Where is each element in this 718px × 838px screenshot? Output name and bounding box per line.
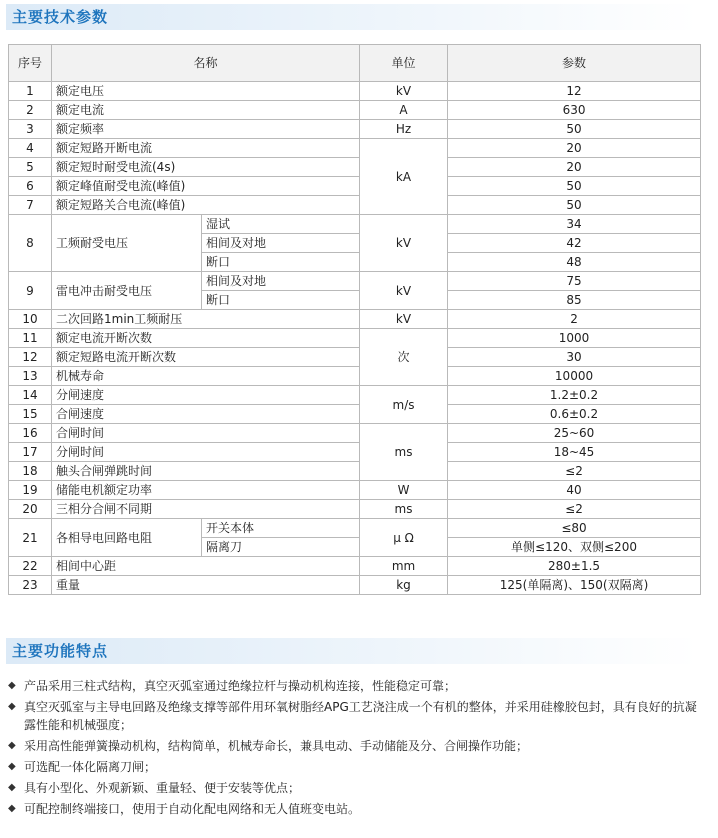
row-no: 9 (9, 272, 52, 310)
row-name: 额定峰值耐受电流(峰值) (52, 177, 360, 196)
row-no: 14 (9, 386, 52, 405)
row-no: 8 (9, 215, 52, 272)
row-value: 50 (448, 177, 701, 196)
table-row (9, 367, 701, 386)
row-no: 19 (9, 481, 52, 500)
table-row (9, 329, 701, 348)
row-unit: W (360, 481, 448, 500)
row-name: 额定短路关合电流(峰值) (52, 196, 360, 215)
row-name: 分闸时间 (52, 443, 360, 462)
row-name: 三相分合闸不同期 (52, 500, 360, 519)
section-header-features (6, 638, 698, 664)
list-item (8, 779, 708, 797)
row-value: 18~45 (448, 443, 701, 462)
row-no: 4 (9, 139, 52, 158)
table-row (9, 215, 701, 234)
table-row (9, 196, 701, 215)
diamond-bullet-icon: ◆ (8, 701, 16, 712)
row-value: 0.6±0.2 (448, 405, 701, 424)
table-row (9, 386, 701, 405)
row-value: ≤2 (448, 462, 701, 481)
row-unit: kV (360, 272, 448, 310)
row-unit: A (360, 101, 448, 120)
row-no: 15 (9, 405, 52, 424)
header-param: 参数 (448, 45, 701, 82)
row-value: 20 (448, 158, 701, 177)
row-unit: ms (360, 500, 448, 519)
row-name: 额定电流开断次数 (52, 329, 360, 348)
row-unit: kV (360, 82, 448, 101)
row-unit: Hz (360, 120, 448, 139)
group-unit: m/s (360, 386, 448, 424)
row-name: 合闸速度 (52, 405, 360, 424)
table-header-row (9, 45, 701, 82)
table-row (9, 519, 701, 538)
table-row (9, 139, 701, 158)
row-name: 触头合闸弹跳时间 (52, 462, 360, 481)
header-name: 名称 (52, 45, 360, 82)
table-row (9, 424, 701, 443)
header-no: 序号 (9, 45, 52, 82)
row-name: 重量 (52, 576, 360, 595)
row-unit: kV (360, 310, 448, 329)
row-unit: mm (360, 557, 448, 576)
row-value: 280±1.5 (448, 557, 701, 576)
row-unit: kV (360, 215, 448, 272)
list-item (8, 758, 708, 776)
group-unit: 次 (360, 329, 448, 386)
row-value: 75 (448, 272, 701, 291)
row-name: 额定电流 (52, 101, 360, 120)
row-no: 21 (9, 519, 52, 557)
row-value: 50 (448, 120, 701, 139)
diamond-bullet-icon: ◆ (8, 761, 16, 772)
group-unit: ms (360, 424, 448, 481)
row-name: 额定电压 (52, 82, 360, 101)
row-value: 50 (448, 196, 701, 215)
row-value: 30 (448, 348, 701, 367)
row-value: 34 (448, 215, 701, 234)
row-no: 6 (9, 177, 52, 196)
row-value: 630 (448, 101, 701, 120)
row-no: 23 (9, 576, 52, 595)
row-value: 48 (448, 253, 701, 272)
table-row (9, 177, 701, 196)
row-unit: μ Ω (360, 519, 448, 557)
section-title: 主要功能特点 (12, 642, 109, 660)
row-value: ≤80 (448, 519, 701, 538)
row-name: 储能电机额定功率 (52, 481, 360, 500)
row-value: 20 (448, 139, 701, 158)
diamond-bullet-icon: ◆ (8, 803, 16, 814)
list-item (8, 698, 708, 734)
diamond-bullet-icon: ◆ (8, 782, 16, 793)
section-header-tech-params (6, 4, 698, 30)
row-no: 7 (9, 196, 52, 215)
feature-text: 真空灭弧室与主导电回路及绝缘支撑等部件用环氧树脂经APG工艺浇注成一个有机的整体，并采用硅橡胶包封，具有良好的抗凝露性能和机械强度； (24, 700, 697, 732)
row-no: 18 (9, 462, 52, 481)
table-row (9, 576, 701, 595)
row-unit: kg (360, 576, 448, 595)
group-unit: kA (360, 139, 448, 215)
row-sub: 隔离刀 (202, 538, 360, 557)
row-value: ≤2 (448, 500, 701, 519)
feature-list (8, 677, 708, 821)
row-name: 二次回路1min工频耐压 (52, 310, 360, 329)
row-name: 各相导电回路电阻 (52, 519, 202, 557)
table-row (9, 443, 701, 462)
row-no: 1 (9, 82, 52, 101)
feature-text: 可配控制终端接口，使用于自动化配电网络和无人值班变电站。 (24, 802, 361, 816)
row-name: 额定短路开断电流 (52, 139, 360, 158)
row-no: 17 (9, 443, 52, 462)
row-name: 合闸时间 (52, 424, 360, 443)
table-row (9, 481, 701, 500)
diamond-bullet-icon: ◆ (8, 680, 16, 691)
row-sub: 相间及对地 (202, 272, 360, 291)
table-row (9, 310, 701, 329)
table-row (9, 120, 701, 139)
row-value: 85 (448, 291, 701, 310)
row-no: 3 (9, 120, 52, 139)
header-unit: 单位 (360, 45, 448, 82)
section-title: 主要技术参数 (12, 8, 109, 26)
row-name: 额定频率 (52, 120, 360, 139)
row-value: 10000 (448, 367, 701, 386)
row-value: 25~60 (448, 424, 701, 443)
spec-table (8, 44, 701, 595)
table-row (9, 101, 701, 120)
row-value: 2 (448, 310, 701, 329)
feature-text: 可选配一体化隔离刀闸； (24, 760, 157, 774)
row-name: 分闸速度 (52, 386, 360, 405)
row-no: 22 (9, 557, 52, 576)
feature-text: 具有小型化、外观新颖、重量轻、便于安装等优点； (24, 781, 301, 795)
diamond-bullet-icon: ◆ (8, 740, 16, 751)
row-name: 雷电冲击耐受电压 (52, 272, 202, 310)
row-value: 12 (448, 82, 701, 101)
row-sub: 开关本体 (202, 519, 360, 538)
row-no: 10 (9, 310, 52, 329)
table-row (9, 500, 701, 519)
table-row (9, 557, 701, 576)
table-row (9, 82, 701, 101)
row-name: 工频耐受电压 (52, 215, 202, 272)
feature-text: 产品采用三柱式结构，真空灭弧室通过绝缘拉杆与操动机构连接，性能稳定可靠； (24, 679, 457, 693)
table-row (9, 158, 701, 177)
table-row (9, 462, 701, 481)
row-sub: 断口 (202, 253, 360, 272)
row-value: 125(单隔离)、150(双隔离) (448, 576, 701, 595)
list-item (8, 737, 708, 755)
row-value: 1000 (448, 329, 701, 348)
row-value: 40 (448, 481, 701, 500)
feature-text: 采用高性能弹簧操动机构，结构简单，机械寿命长，兼具电动、手动储能及分、合闸操作功能； (24, 739, 529, 753)
row-value: 42 (448, 234, 701, 253)
list-item (8, 677, 708, 695)
row-value: 单侧≤120、双侧≤200 (448, 538, 701, 557)
row-sub: 湿试 (202, 215, 360, 234)
list-item (8, 800, 708, 818)
row-sub: 断口 (202, 291, 360, 310)
row-name: 额定短时耐受电流(4s) (52, 158, 360, 177)
table-row (9, 348, 701, 367)
row-no: 13 (9, 367, 52, 386)
row-no: 12 (9, 348, 52, 367)
row-name: 相间中心距 (52, 557, 360, 576)
table-row (9, 405, 701, 424)
row-no: 11 (9, 329, 52, 348)
row-sub: 相间及对地 (202, 234, 360, 253)
row-no: 16 (9, 424, 52, 443)
row-no: 2 (9, 101, 52, 120)
table-row (9, 272, 701, 291)
row-name: 额定短路电流开断次数 (52, 348, 360, 367)
row-value: 1.2±0.2 (448, 386, 701, 405)
row-no: 20 (9, 500, 52, 519)
row-name: 机械寿命 (52, 367, 360, 386)
row-no: 5 (9, 158, 52, 177)
